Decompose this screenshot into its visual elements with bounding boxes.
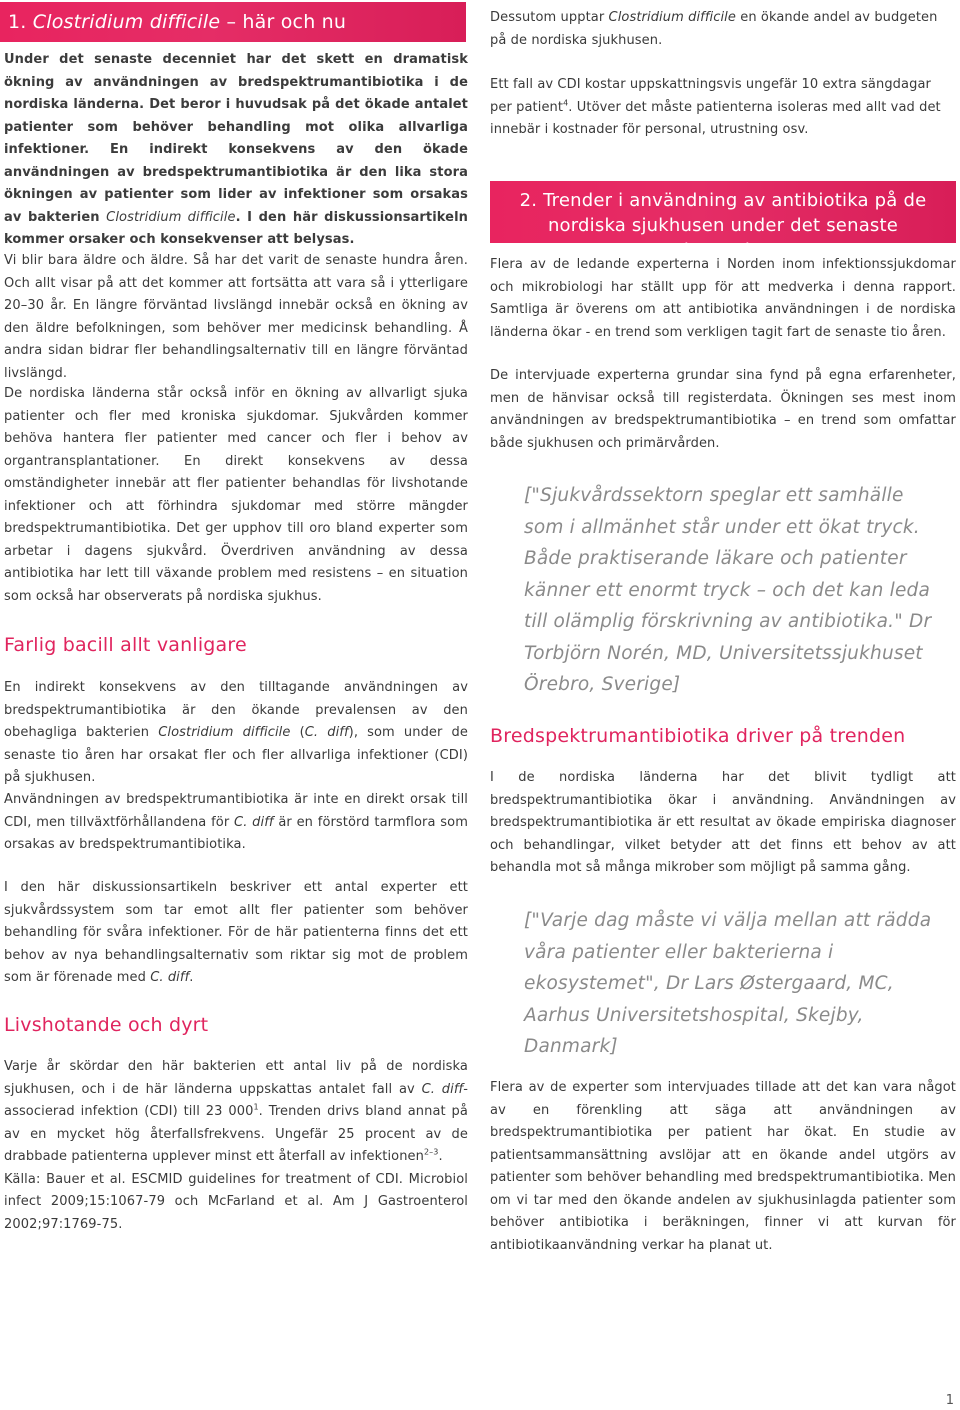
lead-text-a: Under det senaste decenniet har det skett en dramatisk ökning av användningen av bredspektrumantibiotika i de nordiska länderna. Det beror i huvudsak på det ökade antalet patienter som behöver behandling mot olika allvarliga infektioner. En indirekt konsekvens av den ökade användningen av bredspektrumantibiotika är den lika stora ökningen av patienter som lider av infektioner som orsakas av bakterien: [4, 52, 468, 225]
section-2-paragraph-2-block: [490, 365, 956, 455]
section-2-paragraph-2: De intervjuade experterna grundar sina fynd på egna erfarenheter, men de hänvisar också till registerdata. Ökningen ses mest inom användningen av bredspektrumantibiotika – en trend som omfattar både sjukhusen och primärvården.: [490, 368, 956, 451]
intro-paragraph-2-block: [4, 383, 468, 608]
farlig-p1-italic-2: C. diff: [304, 725, 349, 740]
intro-paragraph-1-block: [4, 250, 468, 385]
livs-p1-d: .: [438, 1149, 443, 1164]
right-paragraph-1: [490, 7, 956, 52]
lead-text-b: . I den här diskussionsartikeln kommer orsaker och konsekvenser att belysas.: [4, 209, 469, 247]
farlig-p2-italic: C. diff: [234, 814, 274, 830]
bred-paragraph-1: I de nordiska länderna har det blivit tydligt att bredspektrumantibiotika ökar i användning. Användningen av bredspektrumantibiotika är ett resultat av ökade empiriska diagnoser och behandlingar, vilket betyder att det finns ett behov av att behandla mot så många mikrober som möjligt på samma gång.: [490, 770, 956, 875]
references: Källa: Bauer et al. ESCMID guidelines for treatment of CDI. Microbiol infect 2009;15:1067-79 och McFarland et al. Am J Gastroenterol 2002;97:1769-75.: [4, 1171, 468, 1232]
farlig-paragraph-3: [4, 877, 468, 990]
farlig-heading: Farlig bacill allt vanligare: [4, 634, 247, 656]
pull-quote-ostergaard: ["Varje dag måste vi välja mellan att rädda våra patienter eller bakterierna i ekosystemet", Dr Lars Østergaard, MC, Aarhus Universitetshospital, Skejby, Danmark]: [524, 910, 932, 1057]
farlig-paragraph-2-block: [4, 789, 468, 857]
farlig-p3-italic: C. diff: [150, 970, 190, 985]
farlig-paragraph-1-block: [4, 677, 468, 790]
farlig-p3-a: I den här diskussionsartikeln beskriver ett antal experter ett sjukvårdssystem som tar emot allt fler patienter som behöver behandling för svåra infektioner. För de här patienterna finns det ett behov av nya behandlingsalternativ som riktar sig mot de problem som är förenade med: [4, 880, 468, 985]
section-2-heading: 2. Trender i användning av antibiotika på de nordiska sjukhusen under det senaste decenniet: [490, 181, 956, 243]
lead-paragraph-block: [4, 49, 468, 252]
livs-p1-italic: C. diff: [421, 1081, 464, 1097]
right-p2-a: Ett fall av CDI kostar uppskattningsvis ungefär 10 extra sängdagar per patient: [490, 77, 931, 115]
bred-paragraph-2-block: [490, 1077, 956, 1257]
footnote-ref-2-3: 2–3: [423, 1147, 439, 1157]
farlig-p1-c: ), som under de senaste tio åren har orsakat fler och fler allvarliga infektioner (CDI) på sjukhusen.: [4, 725, 468, 785]
section-1-number: 1.: [8, 11, 27, 33]
intro-paragraph-2: De nordiska länderna står också inför en ökning av allvarligt sjuka patienter och fler med kroniska sjukdomar. Sjukvården kommer behöva hantera fler patienter med cancer och fler i behov av organtransplantationer. En direkt konsekvens av dessa omständigheter innebär att fler patienter behandlas för livshotande infektioner och att förhindra sjukdomar med större mängder bredspektrumantibiotika. Det ger upphov till oro bland experter som arbetar i dagens sjukvård. Överdriven användning av dessa antibiotika har lett till växande problem med resistens – en situation som också har observerats på nordiska sjukhus.: [4, 386, 468, 604]
livs-heading: Livshotande och dyrt: [4, 1014, 209, 1036]
livs-p1-a: Varje år skördar den här bakterien ett antal liv på de nordiska sjukhusen, och i de här länderna uppskattas antalet fall av: [4, 1059, 468, 1097]
section-1-heading: [0, 2, 466, 42]
farlig-p1-b: (: [290, 725, 305, 740]
farlig-paragraph-1: [4, 677, 468, 790]
livs-paragraph-block: [4, 1056, 468, 1236]
farlig-p1-a: En indirekt konsekvens av den tilltagande användningen av bredspektrumantibiotika är den ökande prevalensen av den obehagliga bakterien: [4, 680, 468, 740]
livs-p1-c: . Trenden drivs bland annat på av en mycket hög återfallsfrekvens. Ungefär 25 procent av de drabbade patienterna upplever minst ett återfall av infektionen: [4, 1104, 468, 1164]
right-p1-italic: Clostridium difficile: [608, 10, 736, 25]
pull-quote-noren: ["Sjukvårdssektorn speglar ett samhälle som i allmänhet står under ett ökat tryck. Både praktiserande läkare och patienter känner ett enormt tryck – och det kan leda till olämplig förskrivning av antibiotika." Dr Torbjörn Norén, MD, Universitetssjukhuset Örebro, Sverige]: [524, 485, 932, 695]
livs-p1-b: -associerad infektion (CDI) till 23 000: [4, 1081, 469, 1119]
right-paragraph-2: [490, 74, 956, 142]
footnote-ref-1: 1: [253, 1102, 259, 1112]
section-1-title-rest: – här och nu: [220, 11, 347, 33]
bred-heading: Bredspektrumantibiotika driver på trenden: [490, 725, 906, 747]
farlig-p1-italic-1: Clostridium difficile: [158, 725, 291, 740]
footnote-ref-4: 4: [563, 98, 569, 108]
right-p1-a: Dessutom upptar: [490, 10, 609, 25]
bred-paragraph-2: Flera av de experter som intervjuades tillade att det kan vara något av en förenkling att säga att användningen av bredspektrumantibiotika per patient har ökat. En studie av patientsammansättning avslöjar att en ökande andel utgörs av patienter som behöver behandling med bredspektrumantibiotika. Men om vi tar med den ökande andelen av sjukhusinlagda patienter som behöver antibiotika i beräkningen, finner vi att kurvan för antibiotikaanvändning verkar ha planat ut.: [490, 1080, 956, 1253]
section-2-paragraph-1-block: [490, 254, 956, 344]
page-number: 1: [945, 1393, 954, 1408]
right-p1-b: en ökande andel av budgeten på de nordiska sjukhusen.: [490, 10, 938, 48]
right-p2-b: . Utöver det måste patienterna isoleras med allt vad det innebär i kostnader för personal, utrustning osv.: [490, 99, 941, 137]
lead-text-italic: Clostridium difficile: [106, 209, 236, 225]
lead-paragraph: [4, 49, 468, 252]
right-paragraph-2-block: [490, 74, 956, 142]
livs-paragraph: [4, 1056, 468, 1169]
farlig-p3-b: .: [189, 970, 194, 985]
farlig-paragraph-2: [4, 789, 468, 857]
intro-paragraph-1: Vi blir bara äldre och äldre. Så har det varit de senaste hundra åren. Och allt visar på att det kommer att fortsätta att vara så i ytterligare 20–30 år. En längre förväntad livslängd innebär också en ökning av den äldre befolkningen, som behöver mer medicinsk behandling. Å andra sidan bidrar fler behandlingsalternativ till en längre förväntad livslängd.: [4, 253, 468, 381]
right-paragraph-1-block: [490, 7, 956, 52]
bred-paragraph-1-block: [490, 767, 956, 880]
section-1-title-italic: Clostridium difficile: [32, 11, 221, 33]
farlig-p2-b: är en förstörd tarmflora som orsakas av bredspektrumantibiotika.: [4, 814, 468, 852]
farlig-p2-a: Användningen av bredspektrumantibiotika är inte en direkt orsak till CDI, men tillväxtförhållandena för: [4, 792, 468, 830]
farlig-paragraph-3-block: [4, 877, 468, 990]
section-2-paragraph-1: Flera av de ledande experterna i Norden inom infektionssjukdomar och mikrobiologi har ställt upp för att medverka i denna rapport. Samtliga är överens om att antibiotika användningen i de nordiska länderna ökar - en trend som verkligen tagit fart de senaste tio åren.: [490, 257, 956, 340]
